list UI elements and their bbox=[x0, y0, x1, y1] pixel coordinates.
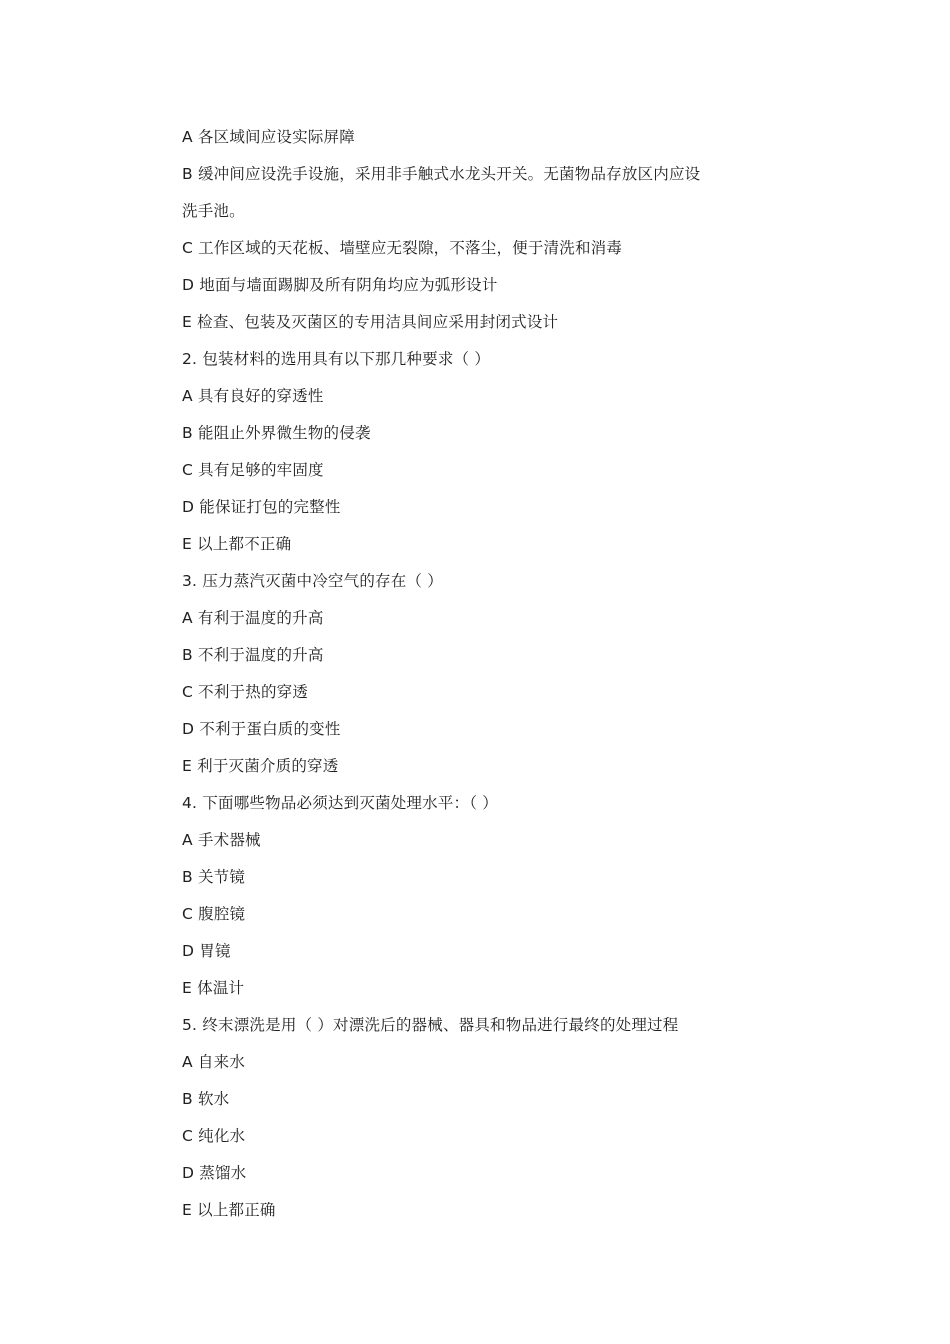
text-line: B 能阻止外界微生物的侵袭 bbox=[182, 424, 371, 442]
text-line: C 纯化水 bbox=[182, 1127, 246, 1145]
text-line: B 软水 bbox=[182, 1090, 230, 1108]
text-line: D 不利于蛋白质的变性 bbox=[182, 720, 341, 738]
text-line: C 腹腔镜 bbox=[182, 905, 246, 923]
question-text-block bbox=[182, 122, 762, 1232]
text-line: B 关节镜 bbox=[182, 868, 246, 886]
text-line: E 体温计 bbox=[182, 979, 245, 997]
question-heading: 4. 下面哪些物品必须达到灭菌处理水平：（ ） bbox=[182, 794, 498, 812]
text-line: B 缓冲间应设洗手设施，采用非手触式水龙头开关。无菌物品存放区内应设 bbox=[182, 165, 701, 183]
text-line: E 利于灭菌介质的穿透 bbox=[182, 757, 339, 775]
text-line: E 检查、包装及灭菌区的专用洁具间应采用封闭式设计 bbox=[182, 313, 559, 331]
text-line: C 具有足够的牢固度 bbox=[182, 461, 324, 479]
text-line: E 以上都不正确 bbox=[182, 535, 292, 553]
question-heading: 3. 压力蒸汽灭菌中冷空气的存在（ ） bbox=[182, 572, 443, 590]
text-line: A 具有良好的穿透性 bbox=[182, 387, 324, 405]
text-line: A 自来水 bbox=[182, 1053, 246, 1071]
question-heading: 5. 终末漂洗是用（ ）对漂洗后的器械、器具和物品进行最终的处理过程 bbox=[182, 1016, 679, 1034]
text-line: A 有利于温度的升高 bbox=[182, 609, 324, 627]
text-line: E 以上都正确 bbox=[182, 1201, 276, 1219]
text-line: D 地面与墙面踢脚及所有阴角均应为弧形设计 bbox=[182, 276, 498, 294]
text-line: A 手术器械 bbox=[182, 831, 261, 849]
text-line: A 各区域间应设实际屏障 bbox=[182, 128, 355, 146]
text-line: D 能保证打包的完整性 bbox=[182, 498, 341, 516]
text-line: D 胃镜 bbox=[182, 942, 231, 960]
text-line: B 不利于温度的升高 bbox=[182, 646, 324, 664]
text-line: D 蒸馏水 bbox=[182, 1164, 247, 1182]
text-line: C 不利于热的穿透 bbox=[182, 683, 309, 701]
text-line: 洗手池。 bbox=[182, 202, 245, 220]
text-line: C 工作区域的天花板、墙壁应无裂隙，不落尘，便于清洗和消毒 bbox=[182, 239, 623, 257]
question-heading: 2. 包装材料的选用具有以下那几种要求（ ） bbox=[182, 350, 491, 368]
